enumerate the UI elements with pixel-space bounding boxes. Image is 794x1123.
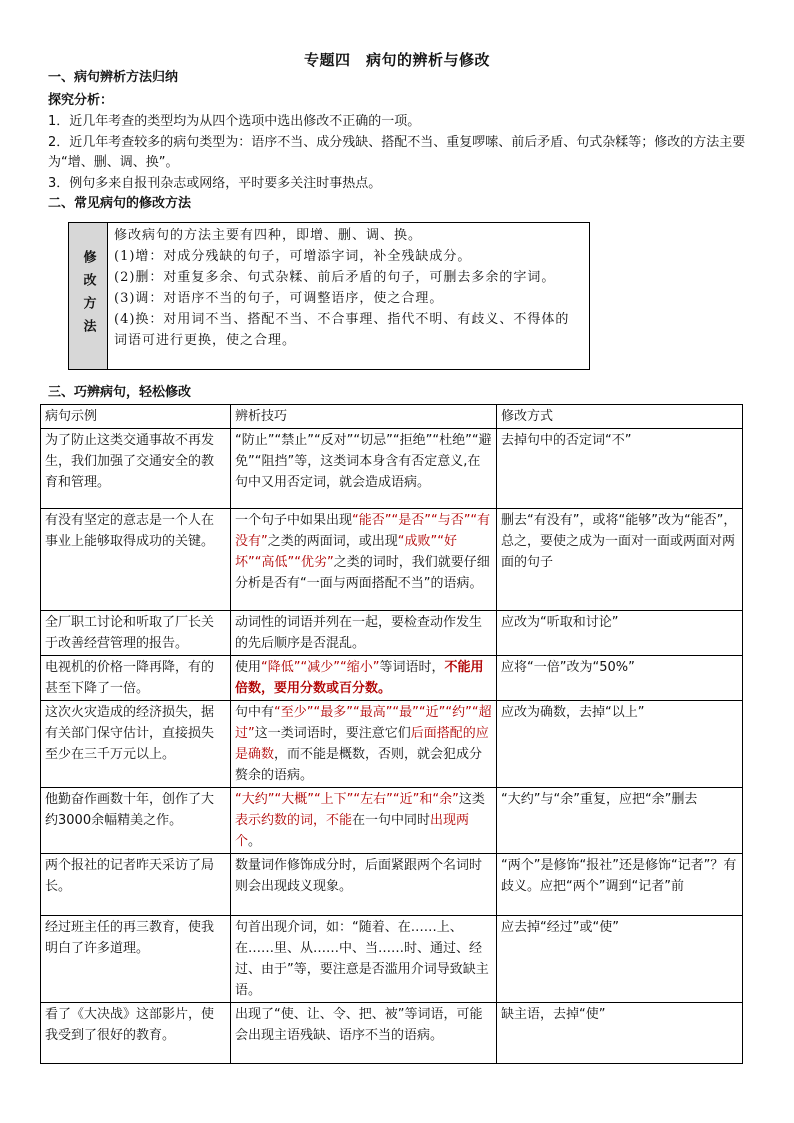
tip-text: 不能用倍数，要用分数或百分数。 — [235, 660, 484, 696]
tip-cell — [231, 509, 497, 611]
fix-cell: “两个”是修饰“报社”还是修饰“记者”？有歧义。应把“两个”调到“记者”前 — [497, 854, 743, 916]
tip-text: 之类的两面词，或出现 — [267, 534, 398, 549]
tip-text: 句中有 — [235, 705, 275, 720]
tip-text: “能否”“是否”“与否”“有没有” — [235, 513, 491, 549]
tip-text: 动词性的词语并列在一起，要检查动作发生的先后顺序是否混乱。 — [235, 615, 483, 651]
point-3: 3．例句多来自报刊杂志或网络，平时要多关注时事热点。 — [48, 176, 382, 191]
column-header: 辨析技巧 — [231, 405, 497, 429]
point-2: 2．近几年考查较多的病句类型为：语序不当、成分残缺、搭配不当、重复啰嗦、前后矛盾、句式杂糅等；修改的方法主要为“增、删、调、换”。 — [48, 135, 746, 170]
fix-cell: 应改为“听取和讨论” — [497, 611, 743, 656]
table-row — [41, 429, 743, 509]
tip-text: “成败”“好坏”“高低”“优劣” — [235, 534, 457, 570]
sentence-table — [40, 404, 743, 1064]
method-box — [68, 222, 590, 370]
tip-text: 表示约数的词，不能 — [235, 813, 353, 828]
method-line: (2)删：对重复多余、句式杂糅、前后矛盾的句子，可删去多余的字词。 — [114, 270, 556, 285]
example-cell: 全厂职工讨论和听取了厂长关于改善经营管理的报告。 — [41, 611, 231, 656]
table-header-row — [41, 405, 743, 429]
table-row — [41, 701, 743, 788]
table-row — [41, 656, 743, 701]
fix-cell: 应将“一倍”改为“50%” — [497, 656, 743, 701]
analysis-label: 探究分析： — [48, 93, 114, 108]
tip-text: 出现了“使、让、令、把、被”等词语，可能会出现主语残缺、语序不当的语病。 — [235, 1007, 483, 1043]
table-row — [41, 854, 743, 916]
tip-text: 之类的词时，我们就要仔细分析是否有“一面与两面搭配不当”的语病。 — [235, 555, 490, 591]
example-cell: 经过班主任的再三教育，使我明白了许多道理。 — [41, 916, 231, 1003]
fix-cell: 应改为确数，去掉“以上” — [497, 701, 743, 788]
tip-text: 。 — [248, 834, 262, 849]
tip-cell — [231, 611, 497, 656]
table-row — [41, 509, 743, 611]
fix-cell: 删去“有没有”，或将“能够”改为“能否”，总之，要使之成为一面对一面或两面对两面的句子 — [497, 509, 743, 611]
tip-text: “至少”“最多”“最高”“最”“近”“约”“超过” — [235, 705, 492, 741]
fix-cell: 应去掉“经过”或“使” — [497, 916, 743, 1003]
example-cell: 电视机的价格一降再降，有的甚至下降了一倍。 — [41, 656, 231, 701]
tip-text: “防止”“禁止”“反对”“切忌”“拒绝”“杜绝”“避免”“阻挡”等，这类词本身含有否定意义,在句中又用否定词，就会造成语病。 — [235, 433, 492, 490]
fix-cell: “大约”与“余”重复，应把“余”删去 — [497, 788, 743, 854]
tip-text: “降低”“减少”“缩小” — [261, 660, 380, 675]
method-box-header-label: 修改方法 — [80, 250, 96, 342]
section-heading-1: 一、病句辨析方法归纳 — [48, 70, 179, 85]
table-row — [41, 788, 743, 854]
tip-cell — [231, 1003, 497, 1064]
method-box-body — [108, 223, 589, 369]
column-header: 病句示例 — [41, 405, 231, 429]
fix-cell: 去掉句中的否定词“不” — [497, 429, 743, 509]
method-line: (1)增：对成分残缺的句子，可增添字词，补全残缺成分。 — [114, 249, 472, 264]
tip-text: 后面搭配的应是确数 — [235, 726, 489, 762]
tip-cell — [231, 701, 497, 788]
tip-text: 数量词作修饰成分时，后面紧跟两个名词时则会出现歧义现象。 — [235, 858, 483, 894]
tip-cell — [231, 854, 497, 916]
tip-cell — [231, 656, 497, 701]
tip-text: 等词语时， — [379, 660, 445, 675]
tip-text: 这一类词语时，要注意它们 — [254, 726, 411, 741]
method-line: 修改病句的方法主要有四种，即增、删、调、换。 — [114, 228, 423, 243]
fix-cell: 缺主语，去掉“使” — [497, 1003, 743, 1064]
tip-text: 使用 — [235, 660, 262, 675]
example-cell: 这次火灾造成的经济损失，据有关部门保守估计，直接损失至少在三千万元以上。 — [41, 701, 231, 788]
column-header: 修改方式 — [497, 405, 743, 429]
tip-text: 在一句中同时 — [352, 813, 431, 828]
example-cell: 为了防止这类交通事故不再发生，我们加强了交通安全的教育和管理。 — [41, 429, 231, 509]
tip-cell — [231, 429, 497, 509]
table-row — [41, 1003, 743, 1064]
tip-text: 出现两个 — [235, 813, 470, 849]
method-box-header — [69, 223, 108, 369]
method-line: (4)换：对用词不当、搭配不当、不合事理、指代不明、有歧义、不得体的词语可进行更换，使之合理。 — [114, 312, 570, 348]
section-heading-2: 二、常见病句的修改方法 — [48, 196, 192, 211]
tip-text: ，而不能是概数，否则，就会犯成分赘余的语病。 — [235, 747, 483, 783]
table-row — [41, 611, 743, 656]
table-row — [41, 916, 743, 1003]
page-title: 专题四 病句的辨析与修改 — [303, 51, 490, 69]
section-heading-3: 三、巧辨病句，轻松修改 — [48, 385, 192, 400]
example-cell: 看了《大决战》这部影片，使我受到了很好的教育。 — [41, 1003, 231, 1064]
tip-text: 句首出现介词，如：“随着、在……上、在……里、从……中、当……时、通过、经过、由于”等，要注意是否滥用介词导致缺主语。 — [235, 920, 489, 998]
example-cell: 有没有坚定的意志是一个人在事业上能够取得成功的关键。 — [41, 509, 231, 611]
point-1: 1．近几年考查的类型均为从四个选项中选出修改不正确的一项。 — [48, 114, 421, 129]
tip-text: “大约”“大概”“上下”“左右”“近”和“余” — [235, 792, 459, 807]
tip-cell — [231, 788, 497, 854]
tip-text: 这类 — [458, 792, 485, 807]
method-line: (3)调：对语序不当的句子，可调整语序，使之合理。 — [114, 291, 444, 306]
example-cell: 他勤奋作画数十年，创作了大约3000余幅精美之作。 — [41, 788, 231, 854]
tip-text: 一个句子中如果出现 — [235, 513, 353, 528]
tip-cell — [231, 916, 497, 1003]
example-cell: 两个报社的记者昨天采访了局长。 — [41, 854, 231, 916]
